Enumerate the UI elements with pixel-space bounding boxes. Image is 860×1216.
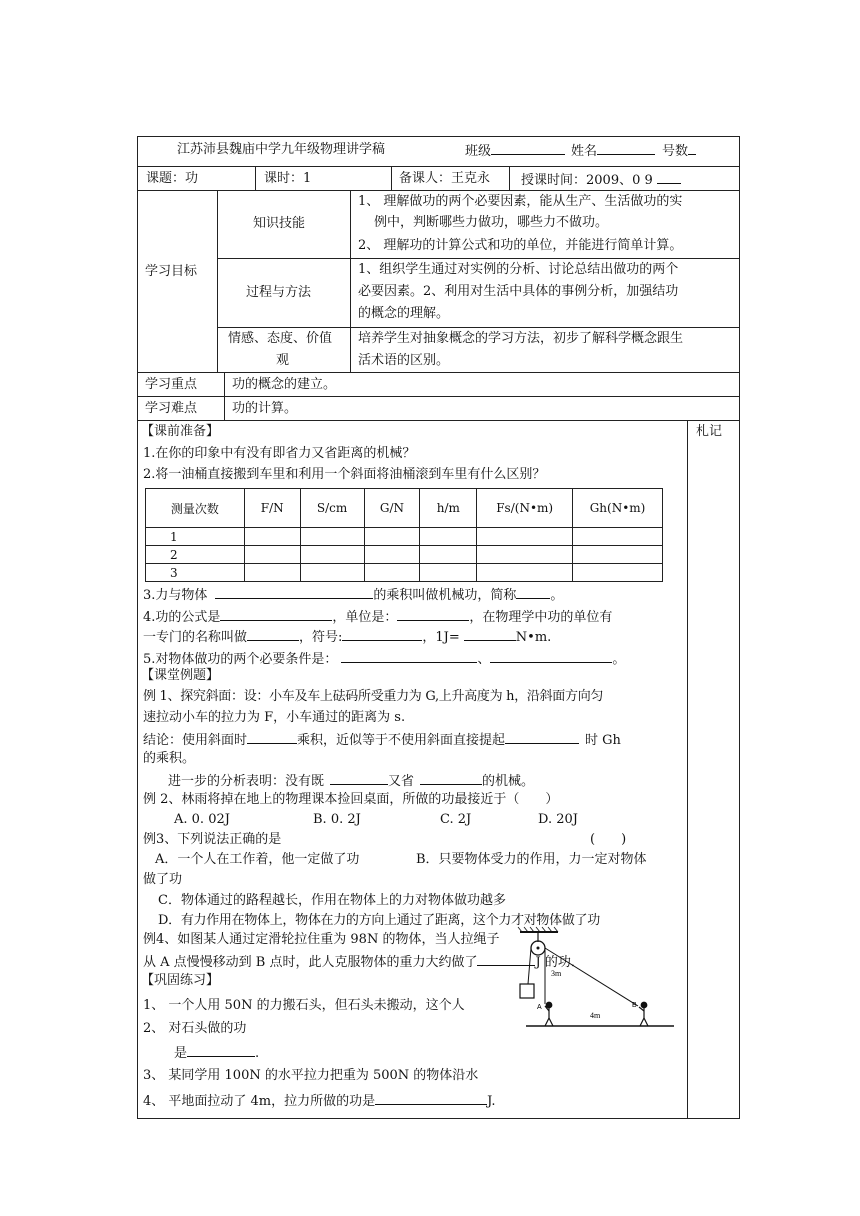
notes-label: 札记 xyxy=(696,424,723,439)
table-cell: 2 xyxy=(146,546,245,564)
example-text: 结论：使用斜面时 乘积，近似等于不使用斜面直接提起 时 Gh xyxy=(143,733,621,748)
table-header-cell: Fs/(N•m) xyxy=(477,489,573,528)
objective-text: 例中，判断哪些力做功，哪些力不做功。 xyxy=(374,215,609,230)
option-c: C. 2J xyxy=(440,812,472,827)
examples-heading: 【课堂例题】 xyxy=(141,668,220,683)
example-text: 进一步的分析表明：没有既 又省 的机械。 xyxy=(168,774,535,789)
option-b: B．只要物体受力的作用，力一定对物体 xyxy=(416,852,647,867)
preview-question: 1.在你的印象中有没有即省力又省距离的机械？ xyxy=(143,446,416,461)
practice-text: 2、 对石头做的功 xyxy=(143,1021,247,1036)
key-point-label: 学习重点 xyxy=(145,377,198,392)
option-c: C．物体通过的路程越长，作用在物体上的力对物体做功越多 xyxy=(158,893,506,908)
point-b-label: B xyxy=(632,1002,637,1009)
difficulty-label: 学习难点 xyxy=(145,401,198,416)
option-b-continued: 做了功 xyxy=(143,872,183,887)
preview-heading: 【课前准备】 xyxy=(141,424,220,439)
difficulty-text: 功的计算。 xyxy=(232,401,298,416)
period: 课时：1 xyxy=(264,171,312,186)
objective-process-name: 过程与方法 xyxy=(246,285,312,300)
answer-paren: ( ) xyxy=(590,832,627,847)
example-text: 例3、下列说法正确的是 xyxy=(143,832,282,847)
col-divider xyxy=(391,166,392,190)
example-text: 的乘积。 xyxy=(143,751,196,766)
point-a-label: A xyxy=(537,1004,542,1011)
topic: 课题：功 xyxy=(146,171,199,186)
height-label: 3m xyxy=(551,969,562,978)
col-divider xyxy=(224,372,225,420)
row-divider xyxy=(137,372,740,373)
objective-attitude-name: 观 xyxy=(276,353,290,368)
table-header-row xyxy=(146,489,663,528)
row-divider xyxy=(137,190,740,191)
table-header-cell: S/cm xyxy=(300,489,364,528)
person-a-icon xyxy=(545,1002,553,1026)
practice-text: 是 . xyxy=(174,1046,260,1061)
option-a: A．一个人在工作着，他一定做了功 xyxy=(155,852,360,867)
table-row xyxy=(146,528,663,546)
outer-border-right xyxy=(739,136,740,1119)
table-header-cell: F/N xyxy=(244,489,300,528)
lesson-date: 授课时间：2009、0 9 xyxy=(521,171,681,189)
table-header-cell: Gh(N•m) xyxy=(573,489,663,528)
option-d: D. 20J xyxy=(538,812,578,827)
objective-text: 的概念的理解。 xyxy=(358,306,450,321)
table-header-cell: 测量次数 xyxy=(146,489,245,528)
practice-heading: 【巩固练习】 xyxy=(141,973,220,988)
practice-text: 3、 某同学用 100N 的水平拉力把重为 500N 的物体沿水 xyxy=(143,1068,479,1083)
example-text: 例 1、探究斜面：设：小车及车上砝码所受重力为 G,上升高度为 h，沿斜面方向匀 xyxy=(143,689,604,704)
objective-text: 2、 理解功的计算公式和功的单位，并能进行简单计算。 xyxy=(358,238,683,253)
objectives-label: 学习目标 xyxy=(145,264,198,279)
practice-text: 1、 一个人用 50N 的力搬石头，但石头未搬动，这个人 xyxy=(143,998,465,1013)
teacher: 备课人：王克永 xyxy=(399,171,491,186)
example-text: 例4、如图某人通过定滑轮拉住重为 98N 的物体，当人拉绳子 xyxy=(143,932,500,947)
preview-question: 5.对物体做功的两个必要条件是： 、 。 xyxy=(143,652,626,667)
objective-text: 培养学生对抽象概念的学习方法，初步了解科学概念跟生 xyxy=(358,331,684,346)
measurement-table xyxy=(145,488,663,582)
objective-text: 活术语的区别。 xyxy=(358,353,450,368)
example-text: 速拉动小车的拉力为 F，小车通过的距离为 s. xyxy=(143,710,406,725)
outer-border-bottom xyxy=(137,1118,740,1119)
key-point-text: 功的概念的建立。 xyxy=(232,377,337,392)
example-text: 例 2、林雨将掉在地上的物理课本捡回桌面，所做的功最接近于（ ） xyxy=(143,792,559,807)
col-divider xyxy=(509,166,510,190)
table-cell: 1 xyxy=(146,528,245,546)
name-label: 姓名 xyxy=(571,142,655,160)
table-cell: 3 xyxy=(146,564,245,582)
preview-question: 2.将一油桶直接搬到车里和利用一个斜面将油桶滚到车里有什么区别？ xyxy=(143,467,546,482)
row-divider xyxy=(217,327,740,328)
option-d: D．有力作用在物体上，物体在力的方向上通过了距离，这个力才对物体做了功 xyxy=(158,913,600,928)
objective-text: 必要因素。2、利用对生活中具体的事例分析，加强结功 xyxy=(358,284,679,299)
outer-border-left xyxy=(137,136,138,1119)
col-divider xyxy=(217,190,218,372)
preview-question: 4.功的公式是 ，单位是： ，在物理学中功的单位有 xyxy=(143,610,613,625)
distance-label: 4m xyxy=(590,1011,601,1020)
table-header-cell: h/m xyxy=(420,489,477,528)
table-row xyxy=(146,564,663,582)
class-label: 班级 xyxy=(465,142,565,160)
person-b-icon xyxy=(639,1002,648,1026)
document-title: 江苏沛县魏庙中学九年级物理讲学稿 xyxy=(177,142,386,157)
notes-column-divider xyxy=(687,420,688,1118)
table-header-cell: G/N xyxy=(364,489,420,528)
example-text: 从 A 点慢慢移动到 B 点时，此人克服物体的重力大约做了 J 的功． xyxy=(143,955,584,970)
practice-text: 4、 平地面拉动了 4m，拉力所做的功是 J. xyxy=(143,1094,496,1109)
objective-text: 1、组织学生通过对实例的分析、讨论总结出做功的两个 xyxy=(358,262,679,277)
table-row xyxy=(146,546,663,564)
row-divider xyxy=(137,420,740,421)
objective-knowledge-name: 知识技能 xyxy=(253,216,306,231)
option-b: B. 0. 2J xyxy=(313,812,361,827)
row-divider xyxy=(217,258,740,259)
objective-attitude-name: 情感、态度、价值 xyxy=(228,331,333,346)
preview-question: 一专门的名称叫做 ，符号: ，1J= N•m. xyxy=(143,630,552,645)
objective-text: 1、 理解做功的两个必要因素，能从生产、生活做功的实 xyxy=(358,194,683,209)
outer-border-top xyxy=(137,136,740,137)
col-divider xyxy=(255,166,256,190)
col-divider xyxy=(350,190,351,372)
option-a: A. 0. 02J xyxy=(174,812,230,827)
row-divider xyxy=(137,166,740,167)
row-divider xyxy=(137,396,740,397)
preview-question: 3.力与物体 的乘积叫做机械功，简称 。 xyxy=(143,588,564,603)
number-label: 号数 xyxy=(662,142,696,160)
pulley-figure xyxy=(508,926,678,1036)
